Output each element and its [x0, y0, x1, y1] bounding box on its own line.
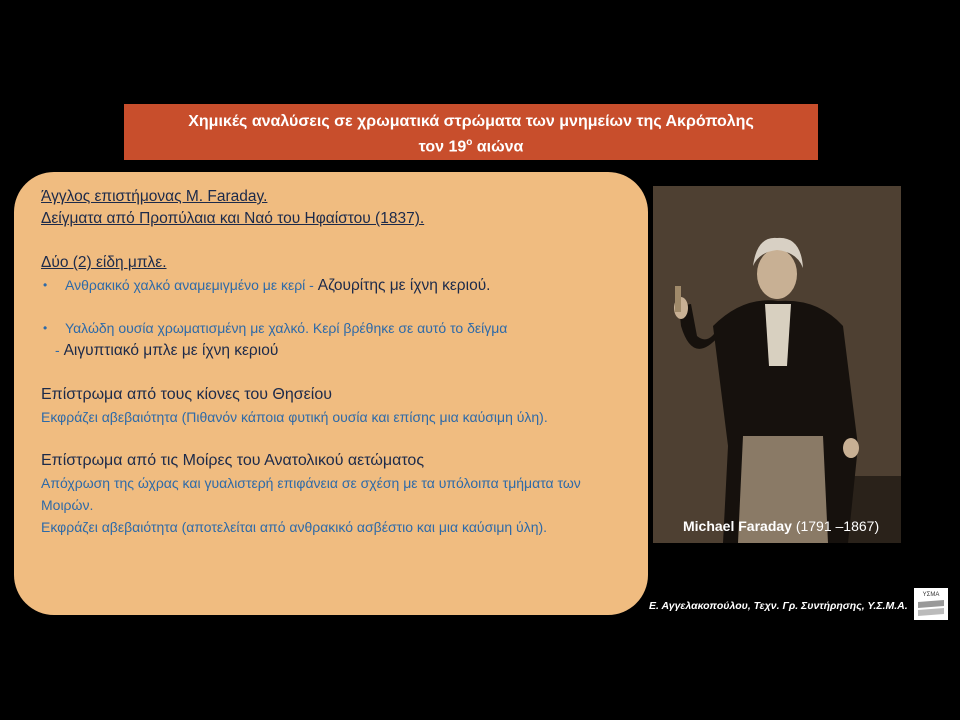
- ysma-logo-icon: [914, 588, 948, 620]
- content-panel: [14, 172, 648, 615]
- portrait-caption: Michael Faraday (1791 –1867): [683, 518, 880, 534]
- title-line-1: Χημικές αναλύσεις σε χρωματικά στρώματα των μνημείων της Ακρόπολης: [188, 113, 754, 130]
- logo-text: ΥΣΜΑ: [922, 592, 940, 598]
- bullet-egyptian-blue: • Υαλώδη ουσία χρωματισμένη με χαλκό. Κερί βρέθηκε σε αυτό το δείγμα: [41, 317, 630, 339]
- section-theseion-heading: Επίστρωμα από τους κίονες του Θησείου: [41, 386, 332, 403]
- section-moires-text-2: Εκφράζει αβεβαιότητα (αποτελείται από ανθρακικό ασβέστιο και μια καύσιμη ύλη).: [41, 519, 548, 535]
- blue-types-heading: Δύο (2) είδη μπλε.: [41, 254, 167, 271]
- section-moires-text-1: Απόχρωση της ώχρας και γυαλιστερή επιφάνεια σε σχέση με τα υπόλοιπα τμήματα των Μοιρών.: [41, 475, 581, 513]
- section-moires-heading: Επίστρωμα από τις Μοίρες του Ανατολικού αετώματος: [41, 452, 425, 469]
- portrait-illustration: [653, 186, 901, 543]
- slide-title: [124, 104, 818, 160]
- faraday-portrait: [653, 186, 901, 543]
- title-line-2: τον $19^o$ αιώνα: [418, 137, 524, 156]
- credit-line: Ε. Αγγελακοπούλου, Τεχν. Γρ. Συντήρησης, Υ.Σ.Μ.Α.: [649, 600, 908, 612]
- intro-line-1: Άγγλος επιστήμονας Μ. Faraday.: [41, 188, 268, 205]
- intro-line-2: Δείγματα από Προπύλαια και Ναό του Ηφαίστου (1837).: [41, 210, 425, 227]
- bullet-egyptian-blue-cont: - Αιγυπτιακό μπλε με ίχνη κεριού: [55, 342, 279, 359]
- bullet-azurite: • Ανθρακικό χαλκό αναμεμιγμένο με κερί - Αζουρίτης με ίχνη κεριού.: [41, 274, 630, 297]
- section-theseion-text: Εκφράζει αβεβαιότητα (Πιθανόν κάποια φυτική ουσία και επίσης μια καύσιμη ύλη).: [41, 409, 548, 425]
